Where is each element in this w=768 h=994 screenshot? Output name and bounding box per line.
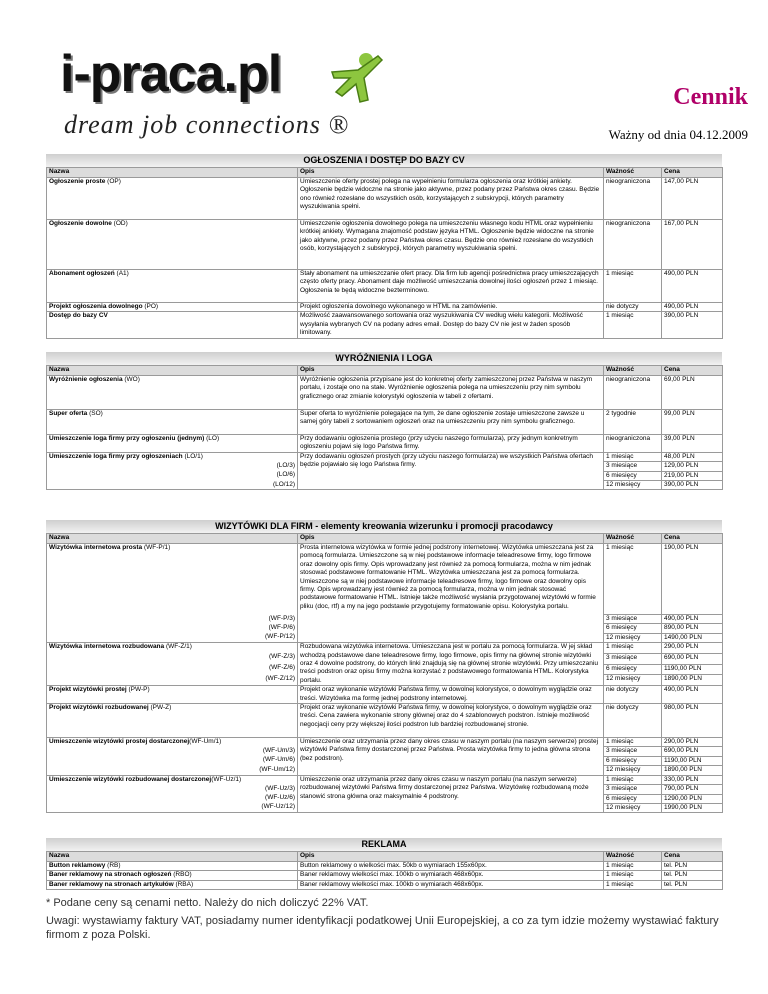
item-price: tel. PLN bbox=[662, 880, 723, 889]
item-price: 1190,00 PLN bbox=[662, 756, 723, 765]
page-title: Cennik bbox=[673, 84, 748, 110]
item-desc: Umieszczenie oraz utrzymania przez dany okres czasu w naszym portalu (na naszym serwerze) prostej wizytówki Państwa firmy dostarczonej przez Państwa. Prosta wizytówka firmy to jedna główna strona (bez podstron). bbox=[298, 738, 604, 776]
item-price: 490,00 PLN bbox=[662, 270, 723, 303]
item-validity: 3 miesiące bbox=[604, 615, 662, 624]
item-desc: Przy dodawaniu ogłoszeń prostych (przy użyciu naszego formularza) we wszystkich Państwa ofertach będzie pojawiało się logo Państwa firmy. bbox=[298, 452, 604, 490]
item-price: 390,00 PLN bbox=[662, 481, 723, 490]
table-row bbox=[47, 738, 723, 747]
item-validity: 6 miesięcy bbox=[604, 624, 662, 633]
item-code: (LO/6) bbox=[47, 471, 298, 480]
item-price: tel. PLN bbox=[662, 862, 723, 871]
table-row bbox=[47, 775, 723, 784]
item-price: 1490,00 PLN bbox=[662, 633, 723, 642]
item-validity: 1 miesiąc bbox=[604, 775, 662, 784]
section-ads bbox=[46, 154, 722, 339]
item-price: 290,00 PLN bbox=[662, 643, 723, 654]
item-name: Umieszczenie wizytówki rozbudowanej dostarczonej bbox=[49, 775, 212, 783]
item-validity: 1 miesiąc bbox=[604, 862, 662, 871]
item-price: 219,00 PLN bbox=[662, 471, 723, 480]
item-validity: 6 miesięcy bbox=[604, 756, 662, 765]
col-desc: Opis bbox=[298, 852, 604, 862]
item-price: 99,00 PLN bbox=[662, 410, 723, 435]
col-name: Nazwa bbox=[47, 852, 298, 862]
item-code: (WF-Uz/3) bbox=[47, 785, 298, 794]
table-row bbox=[47, 410, 723, 435]
item-code: (LO/12) bbox=[47, 481, 298, 490]
item-price: 147,00 PLN bbox=[662, 178, 723, 220]
item-desc: Projekt oraz wykonanie wizytówki Państwa firmy, w dowolnej kolorystyce, o dowolnym wyglądzie oraz treści. Cena zawiera wykonanie strony głównej oraz do 4 szablonowych podstron. Istnieje możliwość negocjacji ceny przy większej ilości podstron lub bardziej rozbudowanej stronie. bbox=[298, 704, 604, 738]
item-validity: nieograniczona bbox=[604, 178, 662, 220]
item-code: (WF-P/12) bbox=[47, 633, 298, 642]
logo bbox=[60, 45, 360, 139]
item-code: (WF-P/1) bbox=[143, 544, 171, 551]
item-price: 1190,00 PLN bbox=[662, 664, 723, 675]
item-validity: nieograniczona bbox=[604, 220, 662, 270]
item-name: Baner reklamowy na stronach artykułów bbox=[49, 880, 174, 888]
item-code: (LO/1) bbox=[184, 452, 203, 460]
item-code: (PO) bbox=[144, 303, 159, 310]
col-price: Cena bbox=[662, 168, 723, 178]
item-validity: 1 miesiąc bbox=[604, 643, 662, 654]
item-validity: 3 miesiące bbox=[604, 747, 662, 756]
net-price-note: * Podane ceny są cenami netto. Należy do nich doliczyć 22% VAT. bbox=[46, 897, 369, 909]
item-validity: 6 miesięcy bbox=[604, 664, 662, 675]
item-price: 129,00 PLN bbox=[662, 462, 723, 471]
item-code: (RBA) bbox=[175, 880, 194, 888]
section-banners bbox=[46, 838, 722, 890]
item-price: 490,00 PLN bbox=[662, 303, 723, 312]
footnotes bbox=[46, 896, 726, 946]
item-price: 1890,00 PLN bbox=[662, 766, 723, 775]
item-price: 1290,00 PLN bbox=[662, 794, 723, 803]
section-title: WYRÓŻNIENIA I LOGA bbox=[46, 352, 722, 365]
logo-tagline: dream job connections ® bbox=[64, 110, 350, 139]
item-code: (PW-Z) bbox=[150, 704, 172, 712]
col-desc: Opis bbox=[298, 534, 604, 544]
price-table bbox=[46, 167, 723, 339]
item-name: Ogłoszenie proste bbox=[49, 178, 106, 185]
item-name: Super oferta bbox=[49, 410, 88, 417]
item-price: tel. PLN bbox=[662, 871, 723, 880]
item-price: 290,00 PLN bbox=[662, 738, 723, 747]
section-highlights bbox=[46, 352, 722, 490]
item-desc: Umieszczenie oferty prostej polega na wypełnieniu formularza ogłoszenia oraz krótkiej ankiety. Ogłoszenie będzie widoczne na stronie jako aktywne, przez podany przez Państwa okres czasu. Będzie ono również rozesłane do wszystkich osób, korzystających z subskrypcji, których parametry wyszukiwania spełni. bbox=[298, 178, 604, 220]
item-validity: nieograniczona bbox=[604, 376, 662, 410]
item-name: Dostęp do bazy CV bbox=[49, 312, 108, 320]
item-validity: nieograniczona bbox=[604, 435, 662, 453]
item-name: Umieszczenie loga firmy przy ogłoszeniu (jednym) bbox=[49, 435, 205, 442]
item-code: (OD) bbox=[113, 220, 128, 227]
item-name: Umieszczenie loga firmy przy ogłoszeniach bbox=[49, 452, 183, 460]
item-validity: 3 miesiące bbox=[604, 462, 662, 471]
price-table bbox=[46, 851, 723, 890]
table-row bbox=[47, 871, 723, 880]
item-price: 790,00 PLN bbox=[662, 785, 723, 794]
item-desc: Prosta internetowa wizytówka w formie jednej podstrony internetowej. Wizytówka umieszczana jest za pomocą formularza. Umieszczone są w niej podstawowe informacje teleadresowe firmy, logo firmowe oraz dowolny opis firmy. Opis wprowadzany jest również za pomocą formularza, można w nim jednak stosować podstawowe formatowanie HTML. Wizytówka umieszczana jest za pomocą formularza. Umieszczone są w niej podstawowe informacje teleadresowe firmy, logo firmowe oraz dowolny opis firmy. Opis wprowadzany jest również za pomocą formularza, można w nim jednak stosować podstawowe formatowanie HTML. Istnieje także możliwość wysłania przygotowanej wizytówki w formie pliku (doc, rtf) a my na jego podstawie przygotujemy formatowanie opisu. Kolorystyka portalu. bbox=[298, 544, 604, 643]
item-name: Projekt wizytówki prostej bbox=[49, 686, 127, 694]
valid-from: Ważny od dnia 04.12.2009 bbox=[608, 127, 748, 142]
table-header-row bbox=[47, 366, 723, 376]
item-name: Button reklamowy bbox=[49, 862, 106, 869]
col-validity: Ważność bbox=[604, 366, 662, 376]
table-row bbox=[47, 544, 723, 615]
table-header-row bbox=[47, 534, 723, 544]
jumping-person-icon bbox=[328, 50, 386, 106]
item-code: (WF-Uz/1) bbox=[211, 775, 242, 783]
item-validity: 12 miesięcy bbox=[604, 803, 662, 812]
item-code: (WF-Um/1) bbox=[189, 738, 222, 746]
col-validity: Ważność bbox=[604, 534, 662, 544]
item-code: (WF-Z/1) bbox=[165, 643, 192, 651]
item-price: 48,00 PLN bbox=[662, 452, 723, 461]
item-price: 69,00 PLN bbox=[662, 376, 723, 410]
item-code: (WF-Uz/12) bbox=[47, 803, 298, 812]
item-desc: Projekt ogłoszenia dowolnego wykonanego w HTML na zamówienie. bbox=[298, 303, 604, 312]
item-code: (A1) bbox=[116, 270, 129, 277]
col-name: Nazwa bbox=[47, 366, 298, 376]
table-row bbox=[47, 452, 723, 461]
item-desc: Rozbudowana wizytówka internetowa. Umieszczana jest w portalu za pomocą formularza. W jej skład wchodzą podstawowe dane teleadresowe firmy, logo firmowe, opis firmy na głównej stronie wizytówki oraz 4 dowolne podstrony, do których linki znajdują się na głównej stronie wizytówki. Przy umieszczaniu treści podstron oraz opisu firmy można korzystać z podstawowego formatowania HTML. Kolorystyka portalu. bbox=[298, 643, 604, 686]
col-desc: Opis bbox=[298, 168, 604, 178]
item-name: Abonament ogłoszeń bbox=[49, 270, 115, 277]
item-price: 690,00 PLN bbox=[662, 747, 723, 756]
logo-text: i-praca.pl bbox=[60, 45, 282, 103]
section-title: WIZYTÓWKI DLA FIRM - elementy kreowania wizerunku i promocji pracodawcy bbox=[46, 520, 722, 533]
item-price: 190,00 PLN bbox=[662, 544, 723, 615]
table-row bbox=[47, 880, 723, 889]
price-table bbox=[46, 533, 723, 813]
item-code: (LO) bbox=[206, 435, 220, 442]
item-name: Projekt ogłoszenia dowolnego bbox=[49, 303, 143, 310]
item-validity: 1 miesiąc bbox=[604, 880, 662, 889]
item-code: (WF-Z/12) bbox=[47, 675, 298, 686]
col-validity: Ważność bbox=[604, 168, 662, 178]
item-desc: Baner reklamowy wielkości max. 100kb o wymiarach 468x60px. bbox=[298, 880, 604, 889]
item-validity: nie dotyczy bbox=[604, 704, 662, 738]
table-row bbox=[47, 862, 723, 871]
item-price: 390,00 PLN bbox=[662, 312, 723, 338]
col-name: Nazwa bbox=[47, 534, 298, 544]
item-name: Umieszczenie wizytówki prostej dostarczonej bbox=[49, 738, 190, 746]
item-name: Wyróżnienie ogłoszenia bbox=[49, 376, 123, 383]
item-desc: Umieszczenie oraz utrzymania przez dany okres czasu w naszym portalu (na naszym serwerze) rozbudowanej wizytówki Państwa firmy dostarczonej przez Państwa. Wizytówkę rozbudowaną może stanowić strona główna oraz maksymalnie 4 podstrony. bbox=[298, 775, 604, 813]
item-validity: 12 miesięcy bbox=[604, 675, 662, 686]
item-validity: 1 miesiąc bbox=[604, 312, 662, 338]
item-desc: Możliwość zaawansowanego sortowania oraz wyszukiwania CV według wielu kategorii. Możliwość wysyłania wybranych CV na podany adres email. Dostęp do bazy CV nie jest w żaden sposób limitowany. bbox=[298, 312, 604, 338]
section-title: REKLAMA bbox=[46, 838, 722, 851]
item-code: (PW-P) bbox=[128, 686, 150, 694]
item-code: (LO/3) bbox=[47, 462, 298, 471]
col-desc: Opis bbox=[298, 366, 604, 376]
item-price: 980,00 PLN bbox=[662, 704, 723, 738]
item-code: (RB) bbox=[107, 862, 121, 869]
item-validity: 12 miesięcy bbox=[604, 766, 662, 775]
col-price: Cena bbox=[662, 852, 723, 862]
item-name: Wizytówka internetowa prosta bbox=[49, 544, 143, 551]
item-price: 490,00 PLN bbox=[662, 615, 723, 624]
col-validity: Ważność bbox=[604, 852, 662, 862]
table-row bbox=[47, 686, 723, 704]
item-price: 330,00 PLN bbox=[662, 775, 723, 784]
item-name: Wizytówka internetowa rozbudowana bbox=[49, 643, 165, 651]
item-validity: 3 miesiące bbox=[604, 653, 662, 664]
col-price: Cena bbox=[662, 366, 723, 376]
item-validity: 6 miesięcy bbox=[604, 471, 662, 480]
item-code: (WF-Z/6) bbox=[47, 664, 298, 675]
item-name: Ogłoszenie dowolne bbox=[49, 220, 112, 227]
item-price: 1990,00 PLN bbox=[662, 803, 723, 812]
item-desc: Super oferta to wyróżnienie polegające na tym, że dane ogłoszenie zostaje umieszczone zawsze u samej góry tabeli z sortowaniem ogłoszeń oraz na umieszczeniu przy nim symbolu graficznego. bbox=[298, 410, 604, 435]
col-name: Nazwa bbox=[47, 168, 298, 178]
table-header-row bbox=[47, 168, 723, 178]
item-name: Baner reklamowy na stronach ogłoszeń bbox=[49, 871, 172, 879]
item-code: (WF-Z/3) bbox=[47, 653, 298, 664]
item-validity: nie dotyczy bbox=[604, 686, 662, 704]
table-row bbox=[47, 435, 723, 453]
item-desc: Przy dodawaniu ogłoszenia prostego (przy użyciu naszego formularza), przy jednym konkretnym ogłoszeniu pojawi się logo Państwa firmy. bbox=[298, 435, 604, 453]
item-validity: 1 miesiąc bbox=[604, 544, 662, 615]
item-code: (WF-Uz/6) bbox=[47, 794, 298, 803]
table-row bbox=[47, 303, 723, 312]
item-validity: 2 tygodnie bbox=[604, 410, 662, 435]
item-validity: 1 miesiąc bbox=[604, 452, 662, 461]
item-price: 1890,00 PLN bbox=[662, 675, 723, 686]
item-code: (RBO) bbox=[173, 871, 192, 879]
item-code: (WF-Um/3) bbox=[47, 747, 298, 756]
table-row bbox=[47, 178, 723, 220]
item-validity: 12 miesięcy bbox=[604, 481, 662, 490]
section-cards bbox=[46, 520, 722, 813]
item-price: 690,00 PLN bbox=[662, 653, 723, 664]
item-name: Projekt wizytówki rozbudowanej bbox=[49, 704, 149, 712]
item-code: (WF-P/6) bbox=[47, 624, 298, 633]
item-validity: 1 miesiąc bbox=[604, 738, 662, 747]
item-validity: nie dotyczy bbox=[604, 303, 662, 312]
table-row bbox=[47, 312, 723, 338]
item-price: 39,00 PLN bbox=[662, 435, 723, 453]
item-desc: Baner reklamowy wielkości max. 100kb o wymiarach 468x60px. bbox=[298, 871, 604, 880]
item-price: 890,00 PLN bbox=[662, 624, 723, 633]
table-row bbox=[47, 270, 723, 303]
item-code: (WO) bbox=[124, 376, 140, 383]
item-price: 490,00 PLN bbox=[662, 686, 723, 704]
item-code: (WF-Um/6) bbox=[47, 756, 298, 765]
table-header-row bbox=[47, 852, 723, 862]
table-row bbox=[47, 643, 723, 654]
item-validity: 6 miesięcy bbox=[604, 794, 662, 803]
item-code: (SO) bbox=[89, 410, 103, 417]
item-code: (OP) bbox=[107, 178, 121, 185]
table-row bbox=[47, 704, 723, 738]
vat-note: Uwagi: wystawiamy faktury VAT, posiadamy numer identyfikacji podatkowej Unii Europejskiej, a co za tym idzie możemy wystawiać faktury firmom z poza Polski. bbox=[46, 915, 719, 941]
item-code: (WF-P/3) bbox=[47, 615, 298, 624]
item-desc: Projekt oraz wykonanie wizytówki Państwa firmy, w dowolnej kolorystyce, o dowolnym wyglądzie oraz treści. Wizytówka ma formę jednej podstrony internetowej. bbox=[298, 686, 604, 704]
table-row bbox=[47, 376, 723, 410]
item-desc: Stały abonament na umieszczanie ofert pracy. Dla firm lub agencji pośrednictwa pracy umieszczających często oferty pracy. Abonament daje możliwość umieszczania dowolnej ilości ogłoszeń przez 1 miesiąc. Ogłoszenia te będą widoczne bezterminowo. bbox=[298, 270, 604, 303]
item-desc: Wyróżnienie ogłoszenia przypisane jest do konkretnej oferty zamieszczonej przez Państwa w naszym portalu, i zostaje ono na stałe. Wyróżnienie ogłoszenia polega na umieszczeniu przy nim symbolu graficznego oraz zmianie kolorystyki ogłoszenia w tabeli z ofertami. bbox=[298, 376, 604, 410]
item-desc: Button reklamowy o wielkości max. 50kb o wymiarach 155x60px. bbox=[298, 862, 604, 871]
item-validity: 12 miesięcy bbox=[604, 633, 662, 642]
col-price: Cena bbox=[662, 534, 723, 544]
table-row bbox=[47, 220, 723, 270]
item-price: 167,00 PLN bbox=[662, 220, 723, 270]
item-code: (WF-Um/12) bbox=[47, 766, 298, 775]
item-desc: Umieszczenie ogłoszenia dowolnego polega na umieszczeniu własnego kodu HTML oraz wypełnieniu krótkiej ankiety. Wymagana znajomość podstaw języka HTML. Ogłoszenie będzie widoczne na stronie jako aktywne, przez podany przez Państwa okres czasu. Będzie ono również rozesłane do wszystkich osób, korzystających z subskrypcji, których parametry wyszukiwania spełni. bbox=[298, 220, 604, 270]
item-validity: 1 miesiąc bbox=[604, 270, 662, 303]
item-validity: 3 miesiące bbox=[604, 785, 662, 794]
price-table bbox=[46, 365, 723, 490]
section-title: OGŁOSZENIA I DOSTĘP DO BAZY CV bbox=[46, 154, 722, 167]
item-validity: 1 miesiąc bbox=[604, 871, 662, 880]
